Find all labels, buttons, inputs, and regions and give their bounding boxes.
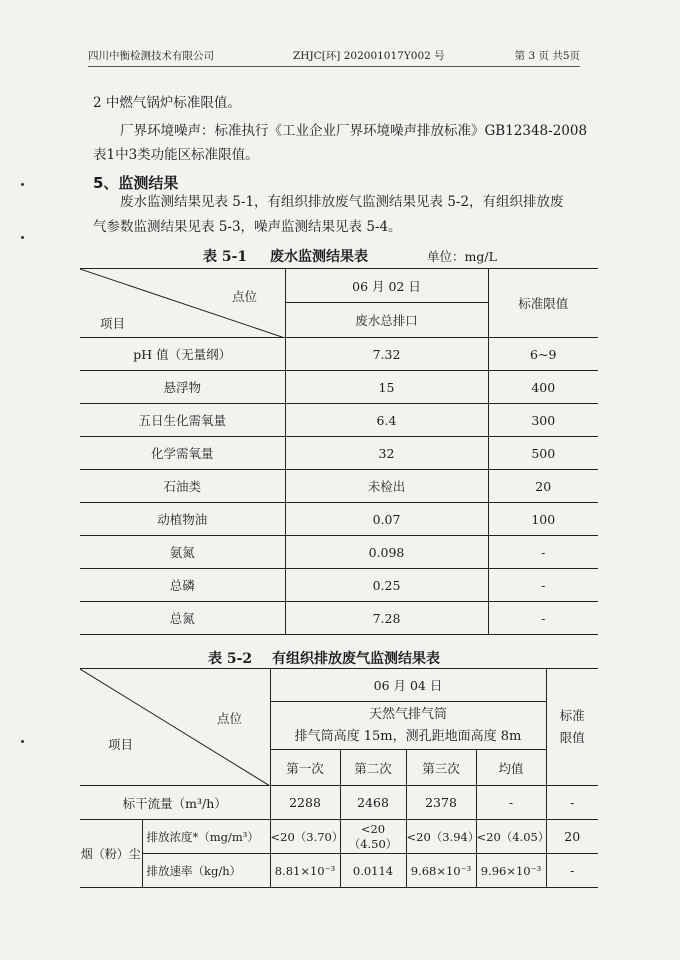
limit-cell: 20 [488,470,598,503]
table2-date: 06 月 04 日 [270,669,546,702]
table-row [80,404,598,437]
value-cell: 未检出 [285,470,488,503]
paragraph-3b: 气参数监测结果见表 5-3，噪声监测结果见表 5-4。 [93,219,402,235]
table1-caption-title: 废水监测结果表 [270,249,368,265]
table2-caption-title: 有组织排放废气监测结果表 [272,651,440,667]
item-cell: 五日生化需氧量 [80,404,285,437]
paragraph-3a: 废水监测结果见表 5-1，有组织排放废气监测结果见表 5-2，有组织排放废 [120,194,564,210]
conc-value: <20（4.05） [476,820,546,854]
table2-corner-item: 项目 [108,737,134,752]
table1-date: 06 月 02 日 [285,269,488,303]
item-cell: pH 值（无量纲） [80,338,285,371]
header-divider [88,66,580,67]
value-cell: 0.098 [285,536,488,569]
table2-caption-no: 表 5-2 [208,651,253,667]
diagonal-line [80,669,270,786]
value-cell: 32 [285,437,488,470]
company-name: 四川中衡检测技术有限公司 [88,50,214,62]
table-row [80,503,598,536]
flow-value: 2288 [270,786,340,820]
value-cell: 0.25 [285,569,488,602]
paragraph-2b: 表1中3类功能区标准限值。 [93,147,259,163]
table1-standard-header: 标准限值 [488,269,598,338]
limit-cell: 6~9 [488,338,598,371]
col-label: 第三次 [406,750,476,786]
rate-value: 8.81×10⁻³ [270,854,340,888]
flow-label: 标干流量（m³/h） [80,786,270,820]
value-cell: 15 [285,371,488,404]
table-row [80,437,598,470]
margin-mark [21,183,24,186]
table-row [80,470,598,503]
rate-value: 9.96×10⁻³ [476,854,546,888]
conc-value: <20（3.70） [270,820,340,854]
table-row [80,602,598,635]
conc-limit: 20 [546,820,598,854]
paragraph-2a: 厂界环境噪声：标准执行《工业企业厂界环境噪声排放标准》GB12348-2008 [120,123,588,139]
item-cell: 总氮 [80,602,285,635]
limit-cell: - [488,569,598,602]
conc-value: <20（3.94） [406,820,476,854]
table1-unit: 单位：mg/L [427,249,497,264]
page-header [88,48,580,66]
value-cell: 6.4 [285,404,488,437]
table-row [80,569,598,602]
limit-cell: 100 [488,503,598,536]
item-cell: 总磷 [80,569,285,602]
limit-cell: 500 [488,437,598,470]
value-cell: 0.07 [285,503,488,536]
site-line-1: 天然气排气筒 [368,706,447,722]
conc-value: <20（4.50） [340,820,406,854]
site-line-2: 排气筒高度 15m，测孔距地面高度 8m [294,728,522,744]
margin-mark [21,740,24,743]
flow-limit: - [546,786,598,820]
table1-corner-point: 点位 [232,289,258,304]
limit-cell: - [488,536,598,569]
rate-limit: - [546,854,598,888]
col-label: 第二次 [340,750,406,786]
table1-corner-cell [80,269,285,338]
item-cell: 氨氮 [80,536,285,569]
limit-line-2: 限值 [559,730,585,745]
report-number: ZHJC[环] 202001017Y002 号 [293,50,445,62]
col-label: 均值 [476,750,546,786]
rate-label: 排放速率（kg/h） [142,854,270,888]
section-title: 5、监测结果 [93,174,179,192]
value-cell: 7.28 [285,602,488,635]
col-label: 第一次 [270,750,340,786]
table2-corner-point: 点位 [217,711,243,726]
rate-value: 0.0114 [340,854,406,888]
table-row [80,536,598,569]
table2-corner-cell [80,669,270,786]
limit-cell: 400 [488,371,598,404]
limit-cell: - [488,602,598,635]
item-cell: 悬浮物 [80,371,285,404]
value-cell: 7.32 [285,338,488,371]
flow-value: 2378 [406,786,476,820]
limit-cell: 300 [488,404,598,437]
item-cell: 动植物油 [80,503,285,536]
group-label: 烟（粉）尘 [80,820,142,888]
conc-label: 排放浓度*（mg/m³） [142,820,270,854]
limit-line-1: 标准 [559,708,585,723]
flow-value: 2468 [340,786,406,820]
margin-mark [21,236,24,239]
rate-value: 9.68×10⁻³ [406,854,476,888]
table2-site [270,702,546,750]
table1-site: 废水总排口 [285,303,488,338]
table2-limit-header [546,669,598,786]
paragraph-1: 2 中燃气锅炉标准限值。 [93,95,241,111]
item-cell: 石油类 [80,470,285,503]
item-cell: 化学需氧量 [80,437,285,470]
wastewater-table [80,268,598,635]
flow-value: - [476,786,546,820]
exhaust-gas-table [80,668,598,888]
table-row [80,371,598,404]
table-row [80,338,598,371]
page-number: 第 3 页 共5页 [514,50,580,62]
table1-corner-item: 项目 [100,316,126,331]
table1-caption-no: 表 5-1 [203,249,248,265]
